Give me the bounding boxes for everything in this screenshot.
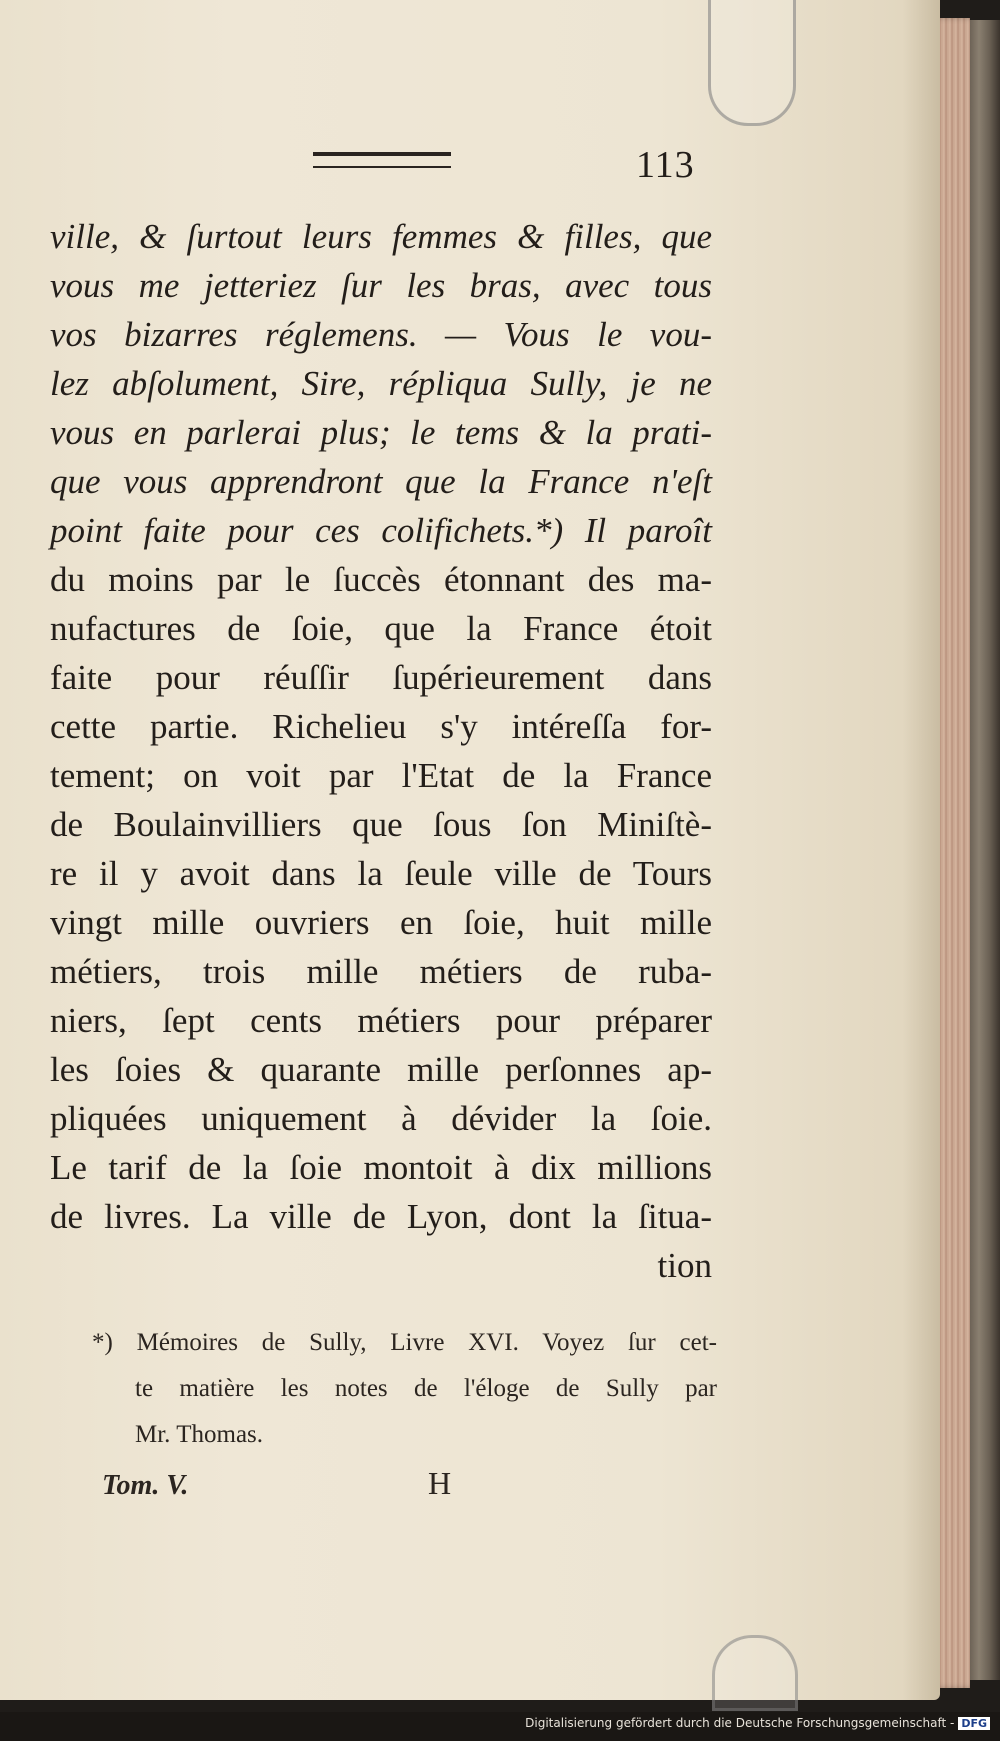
body-line: pliquées uniquement à dévider la ſoie. — [50, 1099, 712, 1138]
body-line: re il y avoit dans la ſeule ville de Tours — [50, 854, 712, 893]
body-line: vos bizarres réglemens. — Vous le vou- — [50, 315, 712, 354]
body-line: niers, ſept cents métiers pour préparer — [50, 1001, 712, 1040]
footnote-line: *) Mémoires de Sully, Livre XVI. Voyez ſur cet- — [92, 1329, 717, 1356]
credit-text: Digitalisierung gefördert durch die Deutsche Forschungsgemeinschaft - — [525, 1716, 955, 1730]
volume-signature: Tom. V. — [102, 1470, 189, 1501]
body-line: vingt mille ouvriers en ſoie, huit mille — [50, 903, 712, 942]
body-line: Le tarif de la ſoie montoit à dix millions — [50, 1148, 712, 1187]
page-number: 113 — [636, 144, 695, 186]
body-line: les ſoies & quarante mille perſonnes ap- — [50, 1050, 712, 1089]
body-line: de Boulainvilliers que ſous ſon Miniſtè- — [50, 805, 712, 844]
bottom-page-clip — [712, 1635, 798, 1711]
body-line: cette partie. Richelieu s'y intéreſſa for- — [50, 707, 712, 746]
body-line: faite pour réuſſir ſupérieurement dans — [50, 658, 712, 697]
body-line: de livres. La ville de Lyon, dont la ſitua- — [50, 1197, 712, 1236]
body-line: tement; on voit par l'Etat de la France — [50, 756, 712, 795]
body-line: nufactures de ſoie, que la France étoit — [50, 609, 712, 648]
body-line: lez abſolument, Sire, répliqua Sully, je ne — [50, 364, 712, 403]
footnote-line: te matière les notes de l'éloge de Sully par — [135, 1375, 717, 1402]
body-line: du moins par le ſuccès étonnant des ma- — [50, 560, 712, 599]
catchword: tion — [657, 1246, 712, 1285]
footnote-line: Mr. Thomas. — [135, 1421, 264, 1448]
body-line: vous en parlerai plus; le tems & la prati- — [50, 413, 712, 452]
top-page-clip — [708, 0, 796, 126]
body-line: métiers, trois mille métiers de ruba- — [50, 952, 712, 991]
gathering-signature: H — [428, 1465, 452, 1501]
footnote — [92, 1320, 717, 1458]
body-line: que vous apprendront que la France n'eſt — [50, 462, 712, 501]
dfg-logo: DFG — [958, 1717, 990, 1730]
body-line: ville, & ſurtout leurs femmes & filles, que — [50, 217, 712, 256]
body-line: point faite pour ces colifichets.*) Il paroît — [50, 511, 712, 550]
body-text — [50, 212, 712, 1290]
body-line: vous me jetteriez ſur les bras, avec tous — [50, 266, 712, 305]
digitization-credit — [525, 1716, 990, 1730]
book-cover-edge — [965, 20, 1000, 1680]
header-rule — [313, 152, 451, 168]
